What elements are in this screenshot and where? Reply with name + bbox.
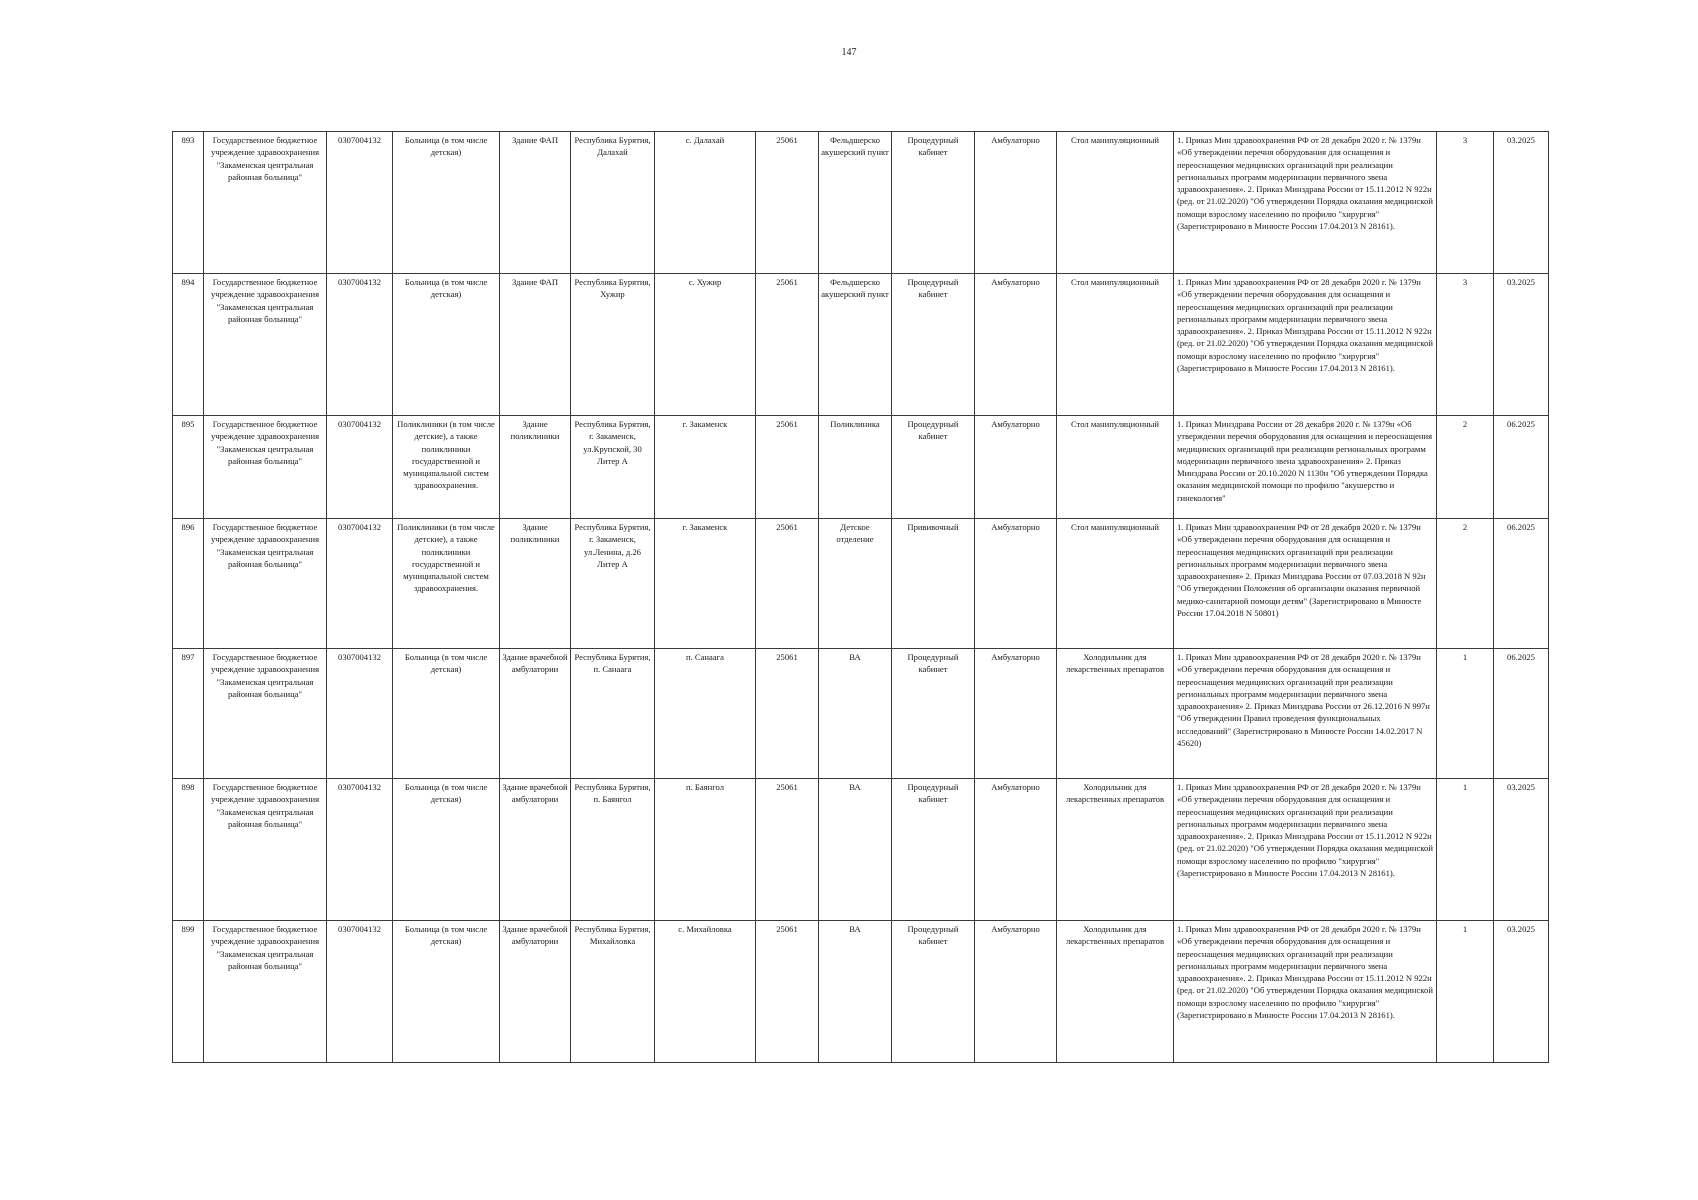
date-cell: 03.2025 bbox=[1494, 132, 1549, 274]
equipment-cell: Холодильник для лекарственных препаратов bbox=[1057, 779, 1174, 921]
table-row bbox=[173, 132, 1549, 274]
building-cell: Здание врачебной амбулатории bbox=[500, 779, 571, 921]
okato-cell: 25061 bbox=[756, 779, 819, 921]
institution-cell: Государственное бюджетное учреждение здравоохранения "Закаменская центральная районная больница" bbox=[204, 274, 327, 416]
cabinet-cell: Процедурный кабинет bbox=[892, 416, 975, 519]
cabinet-cell: Процедурный кабинет bbox=[892, 132, 975, 274]
inn-cell: 0307004132 bbox=[327, 519, 393, 649]
inn-cell: 0307004132 bbox=[327, 649, 393, 779]
settlement-cell: п. Санаага bbox=[655, 649, 756, 779]
date-cell: 03.2025 bbox=[1494, 779, 1549, 921]
facility-type-cell: Больница (в том числе детская) bbox=[393, 779, 500, 921]
okato-cell: 25061 bbox=[756, 416, 819, 519]
date-cell: 03.2025 bbox=[1494, 921, 1549, 1063]
inn-cell: 0307004132 bbox=[327, 779, 393, 921]
facility-type-cell: Больница (в том числе детская) bbox=[393, 649, 500, 779]
quantity-cell: 3 bbox=[1437, 132, 1494, 274]
care-form-cell: Амбулаторно bbox=[975, 921, 1057, 1063]
address-cell: Республика Бурятия, Хужир bbox=[571, 274, 655, 416]
unit-cell: ВА bbox=[819, 649, 892, 779]
quantity-cell: 1 bbox=[1437, 779, 1494, 921]
equipment-cell: Стол манипуляционный bbox=[1057, 519, 1174, 649]
inn-cell: 0307004132 bbox=[327, 416, 393, 519]
building-cell: Здание врачебной амбулатории bbox=[500, 921, 571, 1063]
quantity-cell: 2 bbox=[1437, 416, 1494, 519]
facility-type-cell: Поликлиники (в том числе детские), а также поликлиники государственной и муниципальной систем здравоохранения. bbox=[393, 519, 500, 649]
quantity-cell: 3 bbox=[1437, 274, 1494, 416]
settlement-cell: с. Михайловка bbox=[655, 921, 756, 1063]
okato-cell: 25061 bbox=[756, 274, 819, 416]
institution-cell: Государственное бюджетное учреждение здравоохранения "Закаменская центральная районная больница" bbox=[204, 132, 327, 274]
settlement-cell: с. Далахай bbox=[655, 132, 756, 274]
address-cell: Республика Бурятия, г. Закаменск, ул.Крупской, 30 Литер А bbox=[571, 416, 655, 519]
legal-basis-cell: 1. Приказ Мин здравоохранения РФ от 28 декабря 2020 г. № 1379н «Об утверждении перечня оборудования для оснащения и переоснащения медицинских организаций при реализации региональных программ модернизации первичного звена здравоохранения». 2. Приказ Минздрава России от 15.11.2012 N 922н (ред. от 21.02.2020) "Об утверждении Порядка оказания медицинской помощи взрослому населению по профилю "хирургия" (Зарегистрировано в Минюсте России 17.04.2013 N 28161). bbox=[1174, 779, 1437, 921]
address-cell: Республика Бурятия, п. Санаага bbox=[571, 649, 655, 779]
quantity-cell: 1 bbox=[1437, 921, 1494, 1063]
unit-cell: ВА bbox=[819, 921, 892, 1063]
building-cell: Здание ФАП bbox=[500, 274, 571, 416]
unit-cell: Фельдшерско акушерский пункт bbox=[819, 274, 892, 416]
table-row bbox=[173, 519, 1549, 649]
table-row bbox=[173, 274, 1549, 416]
settlement-cell: г. Закаменск bbox=[655, 519, 756, 649]
care-form-cell: Амбулаторно bbox=[975, 649, 1057, 779]
settlement-cell: г. Закаменск bbox=[655, 416, 756, 519]
inn-cell: 0307004132 bbox=[327, 132, 393, 274]
row-number: 894 bbox=[173, 274, 204, 416]
unit-cell: Детское отделение bbox=[819, 519, 892, 649]
equipment-cell: Стол манипуляционный bbox=[1057, 416, 1174, 519]
address-cell: Республика Бурятия, п. Баянгол bbox=[571, 779, 655, 921]
institution-cell: Государственное бюджетное учреждение здравоохранения "Закаменская центральная районная больница" bbox=[204, 416, 327, 519]
facility-type-cell: Больница (в том числе детская) bbox=[393, 274, 500, 416]
quantity-cell: 1 bbox=[1437, 649, 1494, 779]
row-number: 893 bbox=[173, 132, 204, 274]
table-row bbox=[173, 779, 1549, 921]
date-cell: 03.2025 bbox=[1494, 274, 1549, 416]
institution-cell: Государственное бюджетное учреждение здравоохранения "Закаменская центральная районная больница" bbox=[204, 649, 327, 779]
legal-basis-cell: 1. Приказ Мин здравоохранения РФ от 28 декабря 2020 г. № 1379н «Об утверждении перечня оборудования для оснащения и переоснащения медицинских организаций при реализации региональных программ модернизации первичного звена здравоохранения». 2. Приказ Минздрава России от 15.11.2012 N 922н (ред. от 21.02.2020) "Об утверждении Порядка оказания медицинской помощи взрослому населению по профилю "хирургия" (Зарегистрировано в Минюсте России 17.04.2013 N 28161). bbox=[1174, 274, 1437, 416]
cabinet-cell: Процедурный кабинет bbox=[892, 779, 975, 921]
care-form-cell: Амбулаторно bbox=[975, 274, 1057, 416]
legal-basis-cell: 1. Приказ Мин здравоохранения РФ от 28 декабря 2020 г. № 1379н «Об утверждении перечня оборудования для оснащения и переоснащения медицинских организаций при реализации региональных программ модернизации первичного звена здравоохранения». 2. Приказ Минздрава России от 15.11.2012 N 922н (ред. от 21.02.2020) "Об утверждении Порядка оказания медицинской помощи взрослому населению по профилю "хирургия" (Зарегистрировано в Минюсте России 17.04.2013 N 28161). bbox=[1174, 132, 1437, 274]
address-cell: Республика Бурятия, Михайловка bbox=[571, 921, 655, 1063]
cabinet-cell: Процедурный кабинет bbox=[892, 649, 975, 779]
building-cell: Здание поликлиники bbox=[500, 519, 571, 649]
date-cell: 06.2025 bbox=[1494, 649, 1549, 779]
quantity-cell: 2 bbox=[1437, 519, 1494, 649]
date-cell: 06.2025 bbox=[1494, 519, 1549, 649]
page-number: 147 bbox=[841, 47, 857, 58]
institution-cell: Государственное бюджетное учреждение здравоохранения "Закаменская центральная районная больница" bbox=[204, 779, 327, 921]
legal-basis-cell: 1. Приказ Мин здравоохранения РФ от 28 декабря 2020 г. № 1379н «Об утверждении перечня оборудования для оснащения и переоснащения медицинских организаций при реализации региональных программ модернизации первичного звена здравоохранения». 2. Приказ Минздрава России от 15.11.2012 N 922н (ред. от 21.02.2020) "Об утверждении Порядка оказания медицинской помощи взрослому населению по профилю "хирургия" (Зарегистрировано в Минюсте России 17.04.2013 N 28161). bbox=[1174, 921, 1437, 1063]
okato-cell: 25061 bbox=[756, 519, 819, 649]
equipment-cell: Стол манипуляционный bbox=[1057, 132, 1174, 274]
row-number: 899 bbox=[173, 921, 204, 1063]
address-cell: Республика Бурятия, Далахай bbox=[571, 132, 655, 274]
unit-cell: ВА bbox=[819, 779, 892, 921]
cabinet-cell: Процедурный кабинет bbox=[892, 921, 975, 1063]
equipment-cell: Холодильник для лекарственных препаратов bbox=[1057, 921, 1174, 1063]
facility-type-cell: Поликлиники (в том числе детские), а также поликлиники государственной и муниципальной систем здравоохранения. bbox=[393, 416, 500, 519]
unit-cell: Поликлиника bbox=[819, 416, 892, 519]
care-form-cell: Амбулаторно bbox=[975, 416, 1057, 519]
care-form-cell: Амбулаторно bbox=[975, 779, 1057, 921]
care-form-cell: Амбулаторно bbox=[975, 519, 1057, 649]
row-number: 896 bbox=[173, 519, 204, 649]
cabinet-cell: Прививочный bbox=[892, 519, 975, 649]
facility-type-cell: Больница (в том числе детская) bbox=[393, 132, 500, 274]
legal-basis-cell: 1. Приказ Мин здравоохранения РФ от 28 декабря 2020 г. № 1379н «Об утверждении перечня оборудования для оснащения и переоснащения медицинских организаций при реализации региональных программ модернизации первичного звена здравоохранения» 2. Приказ Минздрава России от 26.12.2016 N 997н "Об утверждении Правил проведения функциональных исследований" (Зарегистрировано в Минюсте России 14.02.2017 N 45620) bbox=[1174, 649, 1437, 779]
row-number: 898 bbox=[173, 779, 204, 921]
inn-cell: 0307004132 bbox=[327, 274, 393, 416]
building-cell: Здание ФАП bbox=[500, 132, 571, 274]
building-cell: Здание врачебной амбулатории bbox=[500, 649, 571, 779]
settlement-cell: п. Баянгол bbox=[655, 779, 756, 921]
okato-cell: 25061 bbox=[756, 649, 819, 779]
legal-basis-cell: 1. Приказ Минздрава России от 28 декабря 2020 г. № 1379н «Об утверждении перечня оборудования для оснащения и переоснащения медицинских организаций при реализации региональных программ модернизации первичного звена здравоохранения» 2. Приказ Минздрава России от 20.10.2020 N 1130н "Об утверждении Порядка оказания медицинской помощи по профилю "акушерство и гинекология" bbox=[1174, 416, 1437, 519]
facility-type-cell: Больница (в том числе детская) bbox=[393, 921, 500, 1063]
institution-cell: Государственное бюджетное учреждение здравоохранения "Закаменская центральная районная больница" bbox=[204, 519, 327, 649]
unit-cell: Фельдшерско акушерский пункт bbox=[819, 132, 892, 274]
building-cell: Здание поликлиники bbox=[500, 416, 571, 519]
care-form-cell: Амбулаторно bbox=[975, 132, 1057, 274]
table-row bbox=[173, 649, 1549, 779]
date-cell: 06.2025 bbox=[1494, 416, 1549, 519]
okato-cell: 25061 bbox=[756, 921, 819, 1063]
okato-cell: 25061 bbox=[756, 132, 819, 274]
settlement-cell: с. Хужир bbox=[655, 274, 756, 416]
equipment-table bbox=[172, 131, 1549, 1063]
cabinet-cell: Процедурный кабинет bbox=[892, 274, 975, 416]
equipment-cell: Холодильник для лекарственных препаратов bbox=[1057, 649, 1174, 779]
equipment-cell: Стол манипуляционный bbox=[1057, 274, 1174, 416]
table-row bbox=[173, 416, 1549, 519]
legal-basis-cell: 1. Приказ Мин здравоохранения РФ от 28 декабря 2020 г. № 1379н «Об утверждении перечня оборудования для оснащения и переоснащения медицинских организаций при реализации региональных программ модернизации первичного звена здравоохранения» 2. Приказ Минздрава России от 07.03.2018 N 92н "Об утверждении Положения об организации оказания первичной медико-санитарной помощи детям" (Зарегистрировано в Минюсте России 17.04.2018 N 50801) bbox=[1174, 519, 1437, 649]
institution-cell: Государственное бюджетное учреждение здравоохранения "Закаменская центральная районная больница" bbox=[204, 921, 327, 1063]
table-row bbox=[173, 921, 1549, 1063]
row-number: 895 bbox=[173, 416, 204, 519]
row-number: 897 bbox=[173, 649, 204, 779]
inn-cell: 0307004132 bbox=[327, 921, 393, 1063]
address-cell: Республика Бурятия, г. Закаменск, ул.Ленина, д.26 Литер А bbox=[571, 519, 655, 649]
